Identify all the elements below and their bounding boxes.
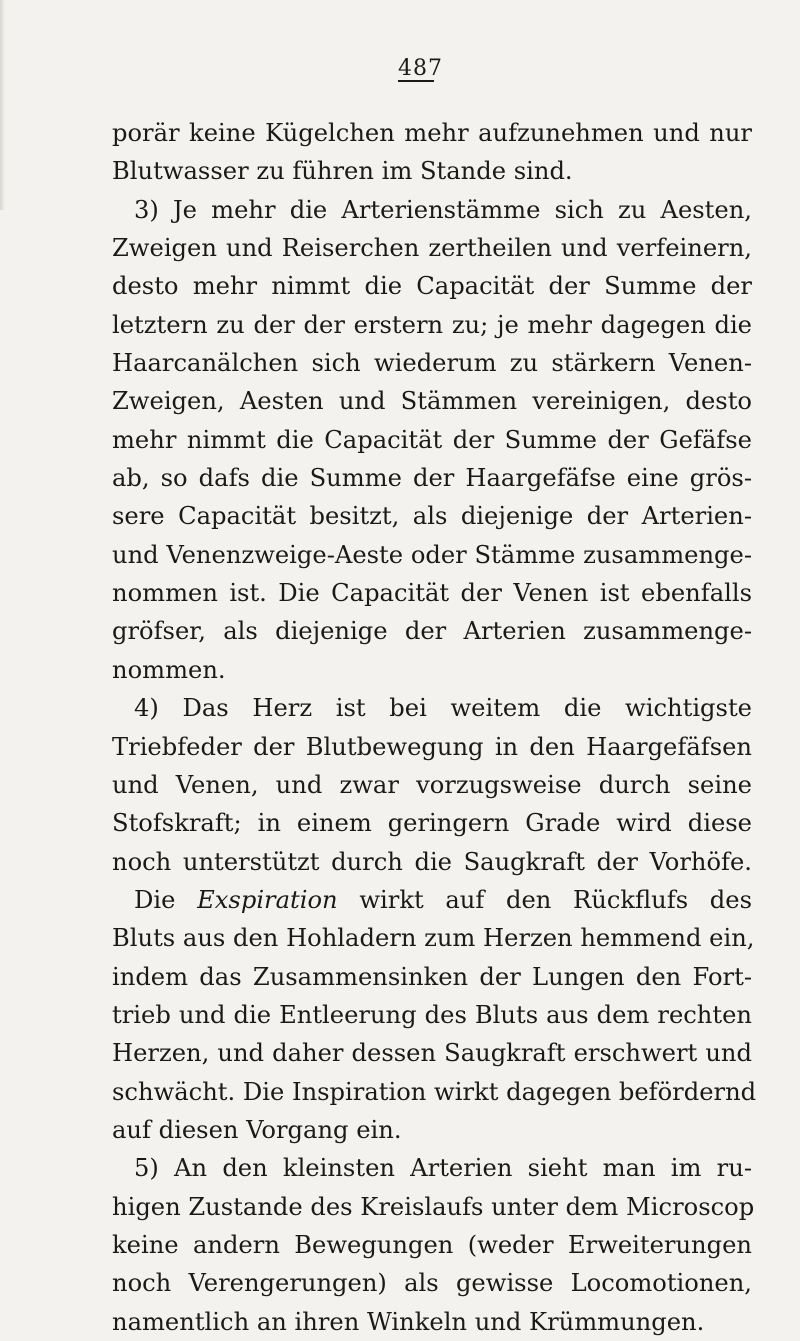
text-line: und Venenzweige-Aeste oder Stämme zusammenge- [112,540,752,569]
text-line: und Venen, und zwar vorzugsweise durch seine [112,770,752,799]
text-line: Stofskraft; in einem geringern Grade wird diese [112,809,752,838]
text-line: Herzen, und daher dessen Saugkraft erschwert und [112,1039,752,1068]
text-line: Zweigen, Aesten und Stämmen vereinigen, desto [112,387,752,416]
text-line: Bluts aus den Hohladern zum Herzen hemmend ein, [112,924,755,953]
text-line: nommen. [112,655,226,684]
text-line: Blutwasser zu führen im Stande sind. [112,157,573,186]
italic-term: Exspiration [197,885,338,914]
text-line: 3) Je mehr die Arterienstämme sich zu Aesten, [134,195,752,224]
text-line: noch Verengerungen) als gewisse Locomotionen, [112,1269,752,1298]
text-line: 4) Das Herz ist bei weitem die wichtigste [134,694,752,723]
body-text [112,114,757,1341]
text-line: ab, so dafs die Summe der Haargefäfse eine grös- [112,464,752,493]
text-line: letztern zu der der erstern zu; je mehr dagegen die [112,310,752,339]
text-line: Triebfeder der Blutbewegung in den Haargefäfsen [112,732,752,761]
text-line: namentlich an ihren Winkeln und Krümmungen. [112,1307,705,1336]
page-number: 487 [398,56,443,81]
text-line [112,881,752,919]
text-line: keine andern Bewegungen (weder Erweiterungen [112,1230,752,1259]
text-line: desto mehr nimmt die Capacität der Summe der [112,272,752,301]
text-fragment: Die [134,885,198,914]
text-line: Haarcanälchen sich wiederum zu stärkern Venen- [112,349,752,378]
text-line: schwächt. Die Inspiration wirkt dagegen befördernd [112,1077,757,1106]
text-line: 5) An den kleinsten Arterien sieht man im ru- [134,1154,752,1183]
text-line: higen Zustande des Kreislaufs unter dem Microscop [112,1192,755,1221]
text-line: trieb und die Entleerung des Bluts aus dem rechten [112,1000,752,1029]
text-line: gröfser, als diejenige der Arterien zusammenge- [112,617,752,646]
text-line: noch unterstützt durch die Saugkraft der Vorhöfe. [112,847,752,876]
text-fragment: wirkt auf den Rückflufs des [337,885,752,914]
text-line: nommen ist. Die Capacität der Venen ist ebenfalls [112,579,752,608]
text-line: indem das Zusammensinken der Lungen den Fort- [112,962,752,991]
text-line: auf diesen Vorgang ein. [112,1115,402,1144]
text-line: sere Capacität besitzt, als diejenige der Arterien- [112,502,752,531]
page-edge-shadow [0,0,5,210]
text-line: porär keine Kügelchen mehr aufzunehmen und nur [112,119,752,147]
text-line: Zweigen und Reiserchen zertheilen und verfeinern, [112,234,752,263]
text-line: mehr nimmt die Capacität der Summe der Gefäfse [112,425,752,454]
